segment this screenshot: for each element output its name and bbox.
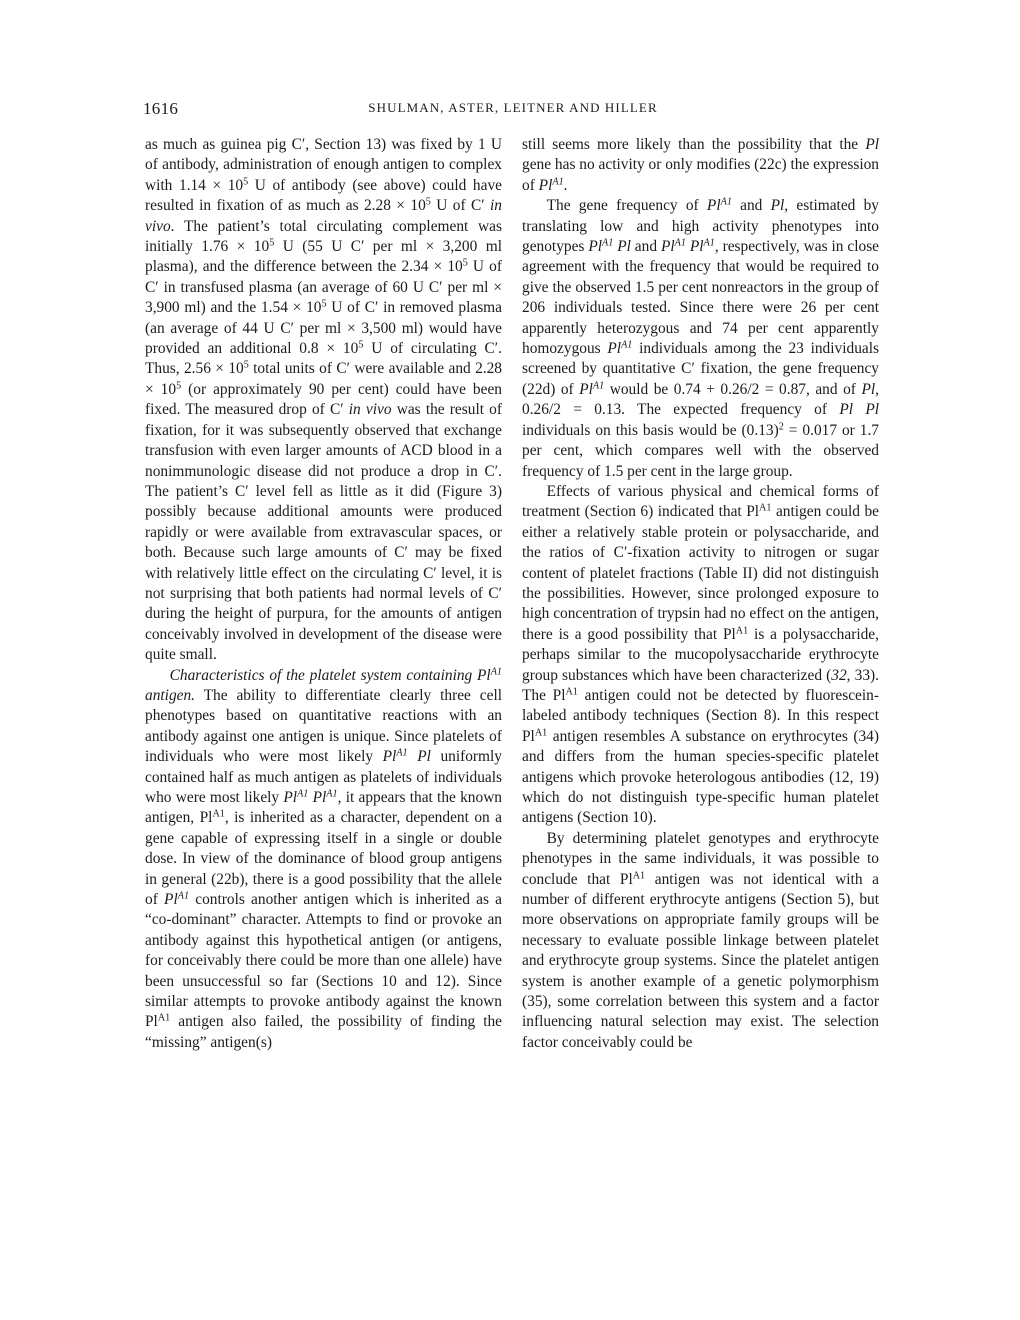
text-run: A1 — [490, 665, 502, 677]
text-run: A1 — [396, 747, 408, 759]
text-run: U of antibody (see above) could have resulted in fixation of as much as 2.28 × 10 — [145, 176, 502, 215]
text-run: uniformly contained half as much antigen as platelets of individuals who were most likely — [145, 748, 502, 806]
text-run: 5 — [269, 237, 275, 249]
text-run: A1 — [703, 237, 715, 249]
text-run: U of circulating C′. Thus, 2.56 × 10 — [145, 340, 502, 378]
text-run: A1 — [212, 808, 225, 820]
text-run: 5 — [321, 298, 327, 310]
text-run: Pl — [538, 176, 553, 194]
right-paragraph-continued — [522, 135, 879, 196]
left-paragraph-continued — [145, 135, 502, 666]
right-paragraph-gene-frequency — [522, 196, 879, 482]
text-run: The ability to differentiate clearly three cell phenotypes based on quantitative reactions with an antibody against one antigen is unique. Since platelets of individuals who were most likely — [145, 686, 502, 766]
text-run: By determining platelet genotypes and erythrocyte phenotypes in the same individuals, it was possible to conclude that Pl — [522, 829, 879, 888]
text-run: Pl — [382, 748, 397, 766]
text-run: 5 — [243, 359, 249, 371]
text-run: 32 — [831, 666, 847, 684]
text-run: , estimated by translating low and high activity phenotypes into genotypes — [522, 197, 879, 256]
text-run: A1 — [621, 339, 633, 351]
text-run: total units of C′ were available and 2.28 × 10 — [145, 360, 502, 398]
text-run: 5 — [425, 196, 431, 208]
text-run: A1 — [592, 380, 605, 392]
text-run: A1 — [674, 237, 686, 249]
text-run: in vivo — [145, 197, 502, 235]
text-run: Effects of various physical and chemical forms of treatment (Section 6) indicated that Pl — [522, 482, 879, 521]
text-run: Pl — [308, 789, 327, 806]
text-run: Pl — [588, 238, 602, 256]
text-run: U (55 U C′ per ml × 3,200 ml plasma), and the difference between the 2.34 × 10 — [145, 238, 502, 276]
text-run: and — [630, 238, 661, 256]
text-run: Pl — [706, 197, 721, 215]
text-run: A1 — [534, 727, 548, 739]
text-run: Pl — [865, 136, 879, 153]
text-run: A1 — [602, 237, 614, 249]
text-run: A1 — [759, 502, 772, 514]
text-run: antigen. — [145, 686, 196, 704]
right-paragraph-treatment-effects — [522, 482, 879, 829]
text-run: 5 — [358, 339, 364, 351]
text-run: , it appears that the known antigen, Pl — [145, 789, 502, 827]
text-run: . — [563, 176, 568, 194]
text-run: (or approximately 90 per cent) could have been fixed. The measured drop of C′ — [145, 380, 502, 419]
text-run: is a polysaccharide, perhaps similar to the mucopolysaccharide erythrocyte group substances which have been characterized ( — [522, 625, 879, 684]
page-header — [143, 99, 883, 121]
text-run: Pl — [660, 238, 675, 256]
text-run: . The patient’s total circulating complement was initially 1.76 × 10 — [145, 217, 502, 256]
text-run: A1 — [157, 1012, 171, 1024]
text-run: U of C′ in removed plasma (an average of 44 U C′ per ml × 3,500 ml) would have provided an additional 0.8 × 10 — [145, 299, 502, 358]
text-run: Pl — [283, 789, 298, 806]
text-run: U of C′ in transfused plasma (an average of 60 U C′ per ml × 3,900 ml) and the 1.54 × 10 — [145, 258, 502, 317]
text-run: antigen resembles A substance on erythrocytes (34) and differs from the human species-specific platelet antigens which provoke heterologous antibodies (12, 19) which do not distinguish type-specific human platelet antigens (Section 10). — [522, 727, 879, 827]
text-run: , 33). The Pl — [522, 666, 879, 704]
right-column — [522, 135, 879, 1053]
text-run: 2 — [778, 421, 784, 433]
left-paragraph-characteristics — [145, 666, 502, 1054]
text-run: Pl — [579, 380, 593, 398]
right-paragraph-genotypes — [522, 829, 879, 1053]
text-run: The gene frequency of — [546, 197, 707, 215]
text-run: Pl — [164, 891, 178, 909]
text-run: 5 — [243, 176, 249, 188]
text-run: individuals on this basis would be (0.13) — [522, 421, 779, 439]
text-run: A1 — [632, 870, 646, 882]
text-run: Characteristics of the platelet system containing Pl — [169, 666, 491, 684]
text-run: as much as guinea pig C′, Section 13) was fixed by 1 U of antibody, administration of enough antigen to complex with 1.14 × 10 — [145, 136, 502, 194]
text-run: gene has no activity or only modifies (22c) the expression of — [522, 156, 879, 194]
text-run: A1 — [177, 890, 190, 902]
text-run: = 0.017 or 1.7 per cent, which compares well with the observed frequency of 1.5 per cent in the large group. — [522, 421, 879, 480]
text-run: antigen was not identical with a number of different erythrocyte antigens (Section 5), but more observations on appropriate family groups will be necessary to evaluate possible linkage between platelet and erythrocyte group systems. Since the platelet antigen system is another example of a genetic polymorphism (35), some correlation between this system and a factor influencing natural selection may exist. The selection factor conceivably could be — [522, 870, 879, 1051]
text-run: would be 0.74 + 0.26/2 = 0.87, and of — [604, 380, 862, 398]
text-run: Pl — [685, 238, 704, 256]
text-run: still seems more likely than the possibility that the — [522, 136, 866, 153]
text-run: was the result of fixation, for it was subsequently observed that exchange transfusion with even larger amounts of ACD blood in a nonimmunologic disease did not produce a drop in C′. The patient’s C′ level fell as little as it did (Figure 3) possibly because additional amounts were produced rapidly or were available from extravascular spaces, or both. Because such large amounts of C′ may be fixed with relatively little effect on the circulating C′ level, it is not surprising that both patients had normal levels of C′ during the height of purpura, for the amounts of antigen conceivably involved in development of the disease were quite small. — [145, 401, 502, 664]
text-run: U of C′ — [430, 197, 491, 215]
text-run: antigen could be either a relatively stable protein or polysaccharide, and the ratios of C′-fixation activity to nitrogen or sugar content of platelet fractions (Table II) did not distinguish the possibilities. However, since prolonged exposure to high concentration of trypsin had no effect on the antigen, there is a good possibility that Pl — [522, 503, 880, 643]
text-run: controls another antigen which is inherited as a “co-dominant” character. Attempts to find or provoke an antibody against this hypothetical antigen (or antigens, for conceivably there could be more than one allele) have been unsuccessful so far (Sections 10 and 12). Since similar attempts to provoke antibody against the known Pl — [145, 891, 503, 1031]
text-run: 5 — [176, 380, 182, 392]
text-run: A1 — [735, 625, 749, 637]
text-run: individuals among the 23 individuals screened by quantitative C′ fixation, the gene frequency (22d) of — [522, 340, 879, 398]
text-run: and — [731, 197, 771, 215]
text-run: antigen also failed, the possibility of finding the “missing” antigen(s) — [145, 1013, 502, 1051]
text-run: Pl Pl — [839, 401, 880, 419]
text-run: , is inherited as a character, dependent on a gene capable of expressing itself in a single or double dose. In view of the dominance of blood group antigens in general (22b), there is a good possibility that the allele of — [145, 809, 502, 909]
text-run: A1 — [297, 788, 309, 800]
running-head-authors: SHULMAN, ASTER, LEITNER AND HILLER — [368, 100, 658, 115]
text-run: , 0.26/2 = 0.13. The expected frequency of — [522, 380, 879, 419]
text-run: A1 — [720, 196, 732, 208]
text-run: antigen could not be detected by fluorescein-labeled antibody techniques (Section 8). In this respect Pl — [522, 686, 879, 745]
text-run: A1 — [565, 686, 578, 698]
text-run: , respectively, was in close agreement with the frequency that would be required to give the observed 1.5 per cent nonreactors in the group of 206 individuals tested. Since there were 26 per cent apparently heterozygous and 74 per cent apparently homozygous — [522, 238, 880, 358]
text-run: Pl — [770, 197, 785, 215]
text-run: A1 — [552, 176, 564, 188]
left-column — [145, 135, 502, 1053]
text-run: in vivo — [348, 401, 392, 419]
text-run: 5 — [462, 257, 468, 269]
text-run: A1 — [326, 788, 338, 800]
page-number: 1616 — [143, 99, 179, 118]
text-run: Pl — [407, 748, 431, 766]
text-run: Pl — [861, 380, 876, 398]
text-run: Pl — [613, 238, 631, 256]
text-run: Pl — [607, 340, 622, 358]
